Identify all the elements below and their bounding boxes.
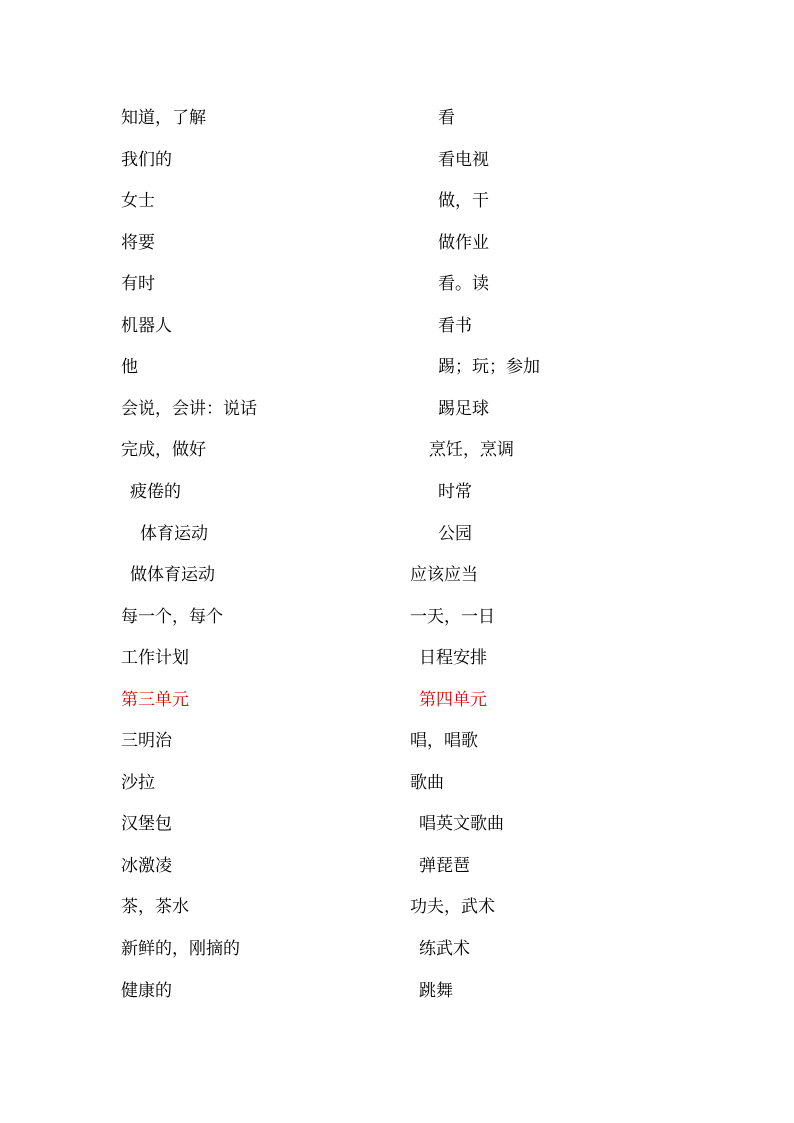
vocab-row [0, 314, 794, 338]
vocab-left-term: 做体育运动 [130, 565, 215, 585]
vocab-row [0, 854, 794, 878]
vocab-right-term: 烹饪，烹调 [429, 440, 514, 460]
vocab-right-term: 唱，唱歌 [410, 731, 478, 751]
vocab-right-term: 公园 [438, 524, 472, 544]
vocab-left-term: 知道，了解 [121, 108, 206, 128]
vocab-row [0, 688, 794, 712]
vocab-row [0, 231, 794, 255]
vocab-row [0, 895, 794, 919]
vocab-left-term: 女士 [121, 191, 155, 211]
vocab-right-term: 看 [438, 108, 455, 128]
vocab-right-term: 歌曲 [410, 773, 444, 793]
vocab-left-term: 汉堡包 [121, 814, 172, 834]
vocab-row [0, 646, 794, 670]
vocab-left-term: 疲倦的 [130, 482, 181, 502]
vocab-row [0, 522, 794, 546]
vocab-right-term: 看书 [438, 316, 472, 336]
vocab-row [0, 189, 794, 213]
vocab-right-term: 练武术 [419, 939, 470, 959]
vocab-row [0, 438, 794, 462]
vocab-left-term: 茶，茶水 [121, 897, 189, 917]
vocab-right-term: 应该应当 [410, 565, 478, 585]
unit-heading: 第四单元 [419, 690, 487, 710]
vocab-row [0, 563, 794, 587]
vocab-row [0, 480, 794, 504]
vocab-left-term: 工作计划 [121, 648, 189, 668]
vocab-left-term: 机器人 [121, 316, 172, 336]
vocab-right-term: 日程安排 [419, 648, 487, 668]
vocab-row [0, 729, 794, 753]
vocab-left-term: 完成，做好 [121, 440, 206, 460]
vocab-right-term: 唱英文歌曲 [419, 814, 504, 834]
vocab-left-term: 新鲜的，刚摘的 [121, 939, 240, 959]
vocab-row [0, 937, 794, 961]
vocab-row [0, 979, 794, 1003]
vocab-row [0, 355, 794, 379]
vocab-right-term: 看电视 [438, 150, 489, 170]
vocab-row [0, 771, 794, 795]
vocab-right-term: 做，干 [438, 191, 489, 211]
vocab-right-term: 踢足球 [438, 399, 489, 419]
vocab-right-term: 一天，一日 [410, 607, 495, 627]
vocab-left-term: 体育运动 [140, 524, 208, 544]
vocab-right-term: 跳舞 [419, 981, 453, 1001]
vocab-left-term: 他 [121, 357, 138, 377]
vocab-left-term: 将要 [121, 233, 155, 253]
vocab-row [0, 272, 794, 296]
vocab-row [0, 148, 794, 172]
vocab-left-term: 沙拉 [121, 773, 155, 793]
vocab-right-term: 功夫，武术 [410, 897, 495, 917]
vocab-right-term: 看。读 [438, 274, 489, 294]
vocab-left-term: 冰激凌 [121, 856, 172, 876]
vocab-left-term: 我们的 [121, 150, 172, 170]
unit-heading: 第三单元 [121, 690, 189, 710]
vocab-left-term: 健康的 [121, 981, 172, 1001]
vocab-row [0, 106, 794, 130]
vocab-right-term: 做作业 [438, 233, 489, 253]
vocab-left-term: 有时 [121, 274, 155, 294]
vocab-left-term: 每一个，每个 [121, 607, 223, 627]
vocab-left-term: 三明治 [121, 731, 172, 751]
vocab-right-term: 时常 [438, 482, 472, 502]
vocab-row [0, 605, 794, 629]
vocab-right-term: 踢；玩；参加 [438, 357, 540, 377]
vocab-row [0, 397, 794, 421]
vocab-row [0, 812, 794, 836]
vocab-right-term: 弹琵琶 [419, 856, 470, 876]
vocab-left-term: 会说，会讲：说话 [121, 399, 257, 419]
